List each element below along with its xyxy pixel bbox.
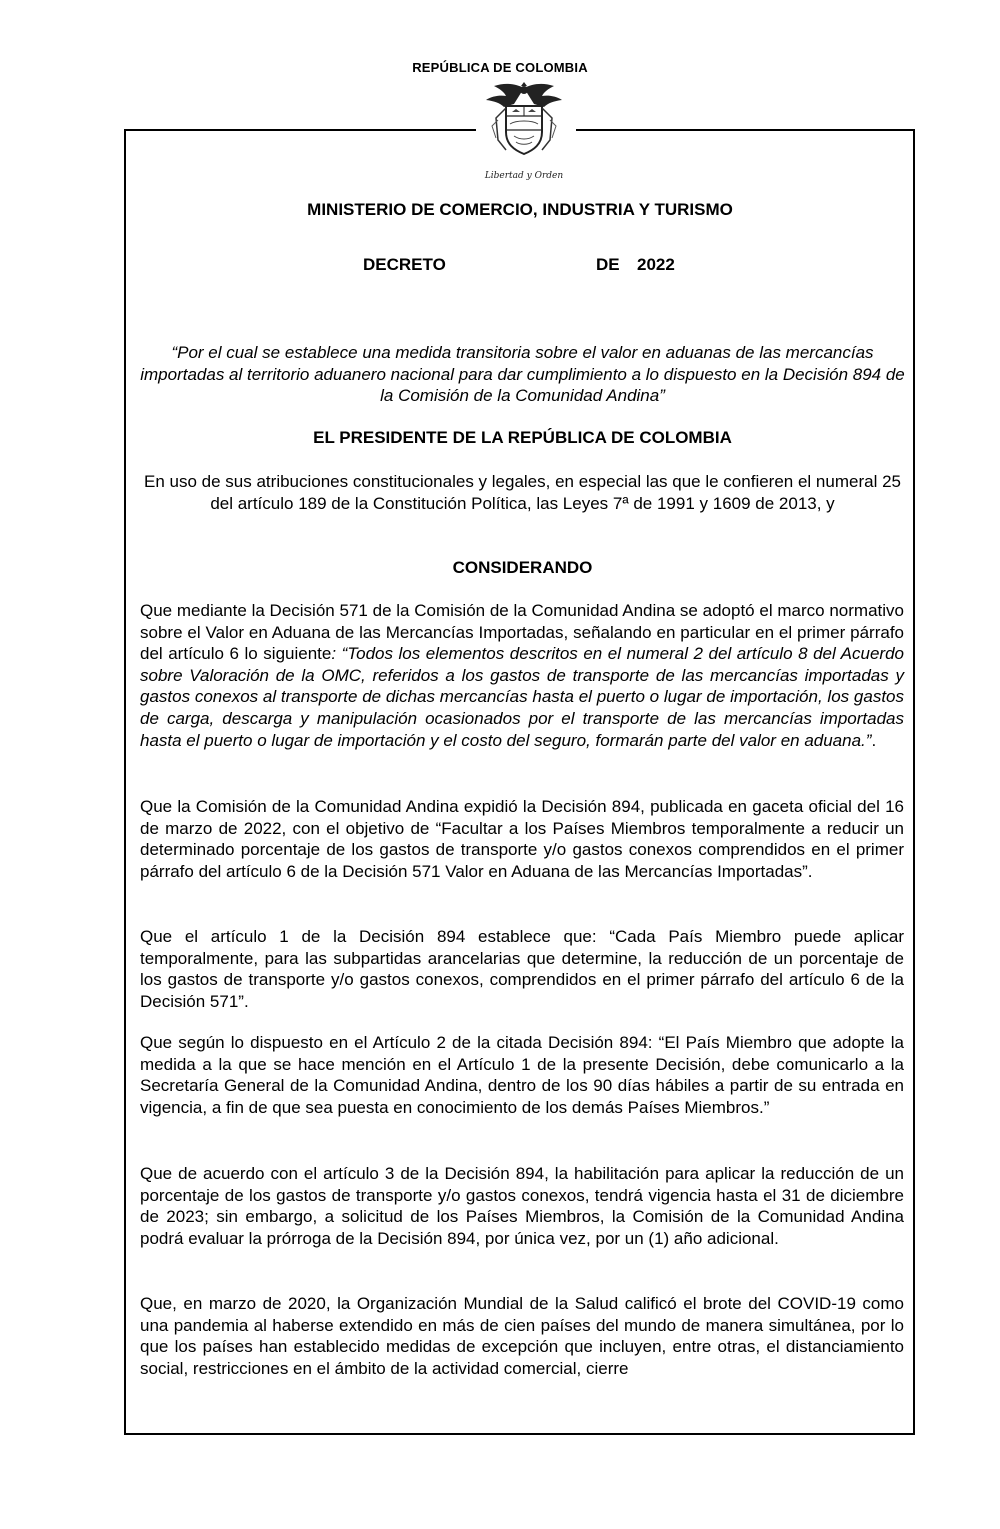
ministry-heading: MINISTERIO DE COMERCIO, INDUSTRIA Y TURISMO — [307, 200, 733, 219]
paragraph-1-quote: : “Todos los elementos descritos en el numeral 2 del artículo 8 del Acuerdo sobre Valoración de la OMC, referidos a los gastos de transporte de las mercancías importadas y gastos conexos al transporte de dichas mercancías hasta el puerto o lugar de importación, los gastos de carga, descarga y manipulación ocasionados por el transporte de las mercancías importadas hasta el puerto o lugar de importación y el costo del seguro, formarán parte del valor en aduana.” — [140, 644, 904, 750]
decree-line — [0, 255, 1000, 279]
considerando-paragraph-1 — [140, 600, 904, 751]
considerando-heading: CONSIDERANDO — [452, 558, 593, 577]
considerando-paragraph-5: Que de acuerdo con el artículo 3 de la Decisión 894, la habilitación para aplicar la reducción de un porcentaje de los gastos de transporte y/o gastos conexos, tendrá vigencia hasta el 31 de diciembre de 2023; sin embargo, a solicitud de los Países Miembros, la Comisión de la Comunidad Andina podrá evaluar la prórroga de la Decisión 894, por única vez, por un (1) año adicional. — [140, 1164, 904, 1248]
considerando-paragraph-4: Que según lo dispuesto en el Artículo 2 de la citada Decisión 894: “El País Miembro que adopte la medida a la que se hace mención en el Artículo 1 de la presente Decisión, debe comunicarlo a la Secretaría General de la Comunidad Andina, dentro de los 90 días hábiles a partir de su entrada en vigencia, a fin de que sea puesta en conocimiento de los demás Países Miembros.” — [140, 1033, 904, 1117]
republic-heading: REPÚBLICA DE COLOMBIA — [412, 60, 588, 75]
considerando-paragraph-3: Que el artículo 1 de la Decisión 894 establece que: “Cada País Miembro puede aplicar temporalmente, para las subpartidas arancelarias que determine, la reducción de un porcentaje de los gastos de transporte y/o gastos conexos, comprendidos en el primer párrafo del artículo 6 de la Decisión 571”. — [140, 927, 904, 1011]
president-heading: EL PRESIDENTE DE LA REPÚBLICA DE COLOMBIA — [313, 428, 732, 447]
attributions-paragraph: En uso de sus atribuciones constitucionales y legales, en especial las que le confieren el numeral 25 del artículo 189 de la Constitución Política, las Leyes 7ª de 1991 y 1609 de 2013, y — [144, 472, 901, 513]
paragraph-1-end: . — [871, 730, 877, 750]
considerando-paragraph-6: Que, en marzo de 2020, la Organización Mundial de la Salud calificó el brote del COVID-19 como una pandemia al haberse extendido en más de cien países del mundo de manera simultánea, por lo que los países han establecido medidas de excepción que incluyen, entre otras, el distanciamiento social, restricciones en el ámbito de la actividad comercial, cierre — [140, 1294, 904, 1378]
seal-motto: Libertad y Orden — [484, 171, 564, 181]
decree-label: DECRETO — [363, 255, 446, 274]
paragraph-1-intro: Que mediante la Decisión 571 de la Comisión de la Comunidad Andina se adoptó el marco normativo sobre el Valor en Aduana de las Mercancías Importadas, señalando en particular en el primer párrafo del artículo 6 lo siguiente — [140, 601, 904, 664]
decree-year: 2022 — [637, 255, 675, 274]
decree-of: DE — [596, 255, 620, 274]
decree-title: “Por el cual se establece una medida transitoria sobre el valor en aduanas de las mercancías importadas al territorio aduanero nacional para dar cumplimiento a lo dispuesto en la Decisión 894 de la Comisión de la Comunidad Andina” — [140, 343, 905, 405]
coat-of-arms-seal — [476, 80, 572, 184]
considerando-paragraph-2: Que la Comisión de la Comunidad Andina expidió la Decisión 894, publicada en gaceta oficial del 16 de marzo de 2022, con el objetivo de “Facultar a los Países Miembros temporalmente a reducir un determinado porcentaje de los gastos de transporte y/o gastos conexos comprendidos en el primer párrafo del artículo 6 de la Decisión 571 Valor en Aduana de las Mercancías Importadas”. — [140, 797, 904, 881]
